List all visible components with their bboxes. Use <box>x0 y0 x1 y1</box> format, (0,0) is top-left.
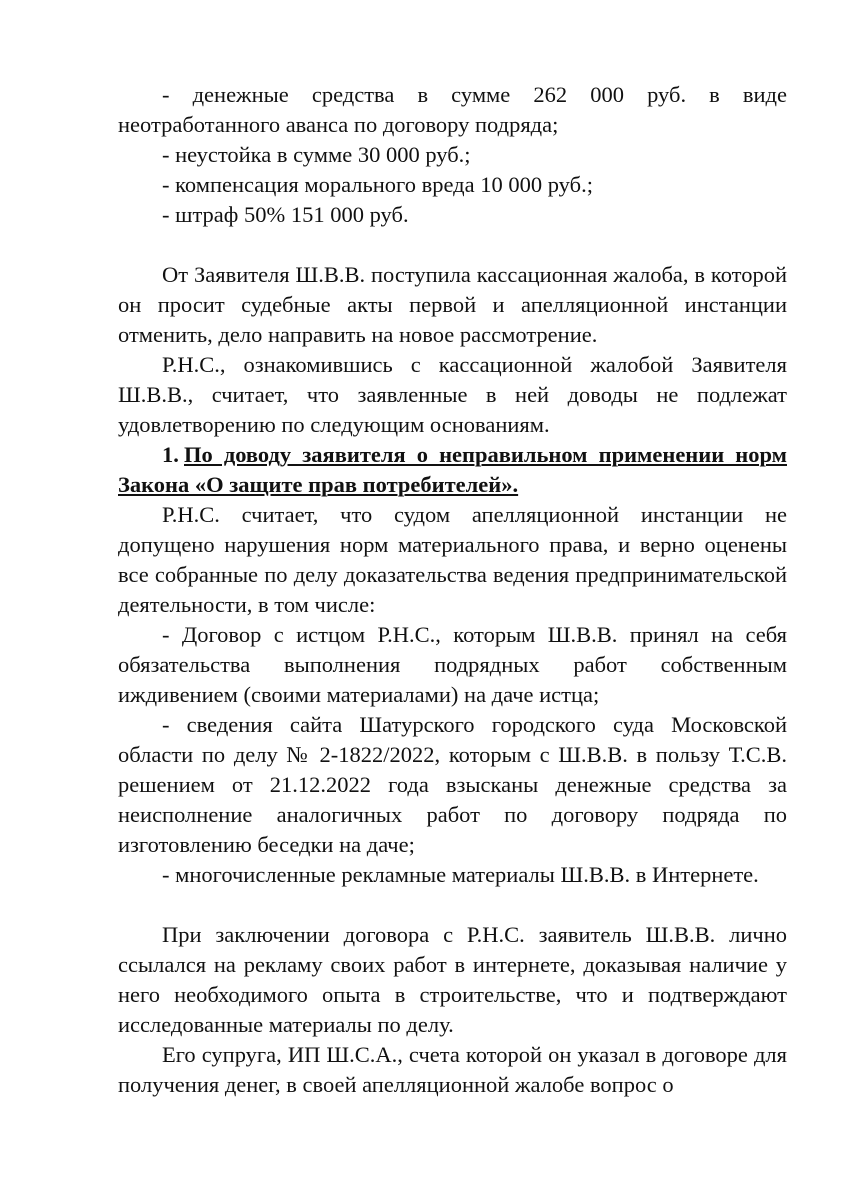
list-item-advance: - денежные средства в сумме 262 000 руб. в виде неотработанного аванса по договору подряда; <box>118 82 787 137</box>
paragraph-spouse: Его супруга, ИП Ш.С.А., счета которой он указал в договоре для получения денег, в своей апелляционной жалобе вопрос о <box>118 1042 787 1097</box>
section-title: По доводу заявителя о неправильном применении норм Закона «О защите прав потребителей». <box>118 442 787 497</box>
section-number: 1. <box>162 442 179 467</box>
list-item-contract: - Договор с истцом Р.Н.С., которым Ш.В.В. принял на себя обязательства выполнения подрядных работ собственным иждивением (своими материалами) на даче истца; <box>118 622 787 707</box>
list-item-penalty: - неустойка в сумме 30 000 руб.; <box>162 142 471 167</box>
list-item-fine: - штраф 50% 151 000 руб. <box>162 202 409 227</box>
paragraph-contract-conclusion: При заключении договора с Р.Н.С. заявитель Ш.В.В. лично ссылался на рекламу своих работ в интернете, доказывая наличие у него необходимого опыта в строительстве, что и подтверждают исследованные материалы по делу. <box>118 922 787 1037</box>
paragraph-gap <box>118 230 787 260</box>
section-heading <box>118 440 787 500</box>
paragraph-response: Р.Н.С., ознакомившись с кассационной жалобой Заявителя Ш.В.В., считает, что заявленные в ней доводы не подлежат удовлетворению по следующим основаниям. <box>118 352 787 437</box>
list-item-moral-damage: - компенсация морального вреда 10 000 руб.; <box>162 172 593 197</box>
paragraph-court-assessment: Р.Н.С. считает, что судом апелляционной инстанции не допущено нарушения норм материального права, и верно оценены все собранные по делу доказательства ведения предпринимательской деятельности, в том числе: <box>118 502 787 617</box>
paragraph-gap <box>118 890 787 920</box>
paragraph-cassation-complaint: От Заявителя Ш.В.В. поступила кассационная жалоба, в которой он просит судебные акты первой и апелляционной инстанции отменить, дело направить на новое рассмотрение. <box>118 262 787 347</box>
list-item-court-site: - сведения сайта Шатурского городского суда Московской области по делу № 2-1822/2022, которым с Ш.В.В. в пользу Т.С.В. решением от 21.12.2022 года взысканы денежные средства за неисполнение аналогичных работ по договору подряда по изготовлению беседки на даче; <box>118 712 787 857</box>
document-body <box>118 80 787 1100</box>
list-item-advertising: - многочисленные рекламные материалы Ш.В.В. в Интернете. <box>162 862 759 887</box>
